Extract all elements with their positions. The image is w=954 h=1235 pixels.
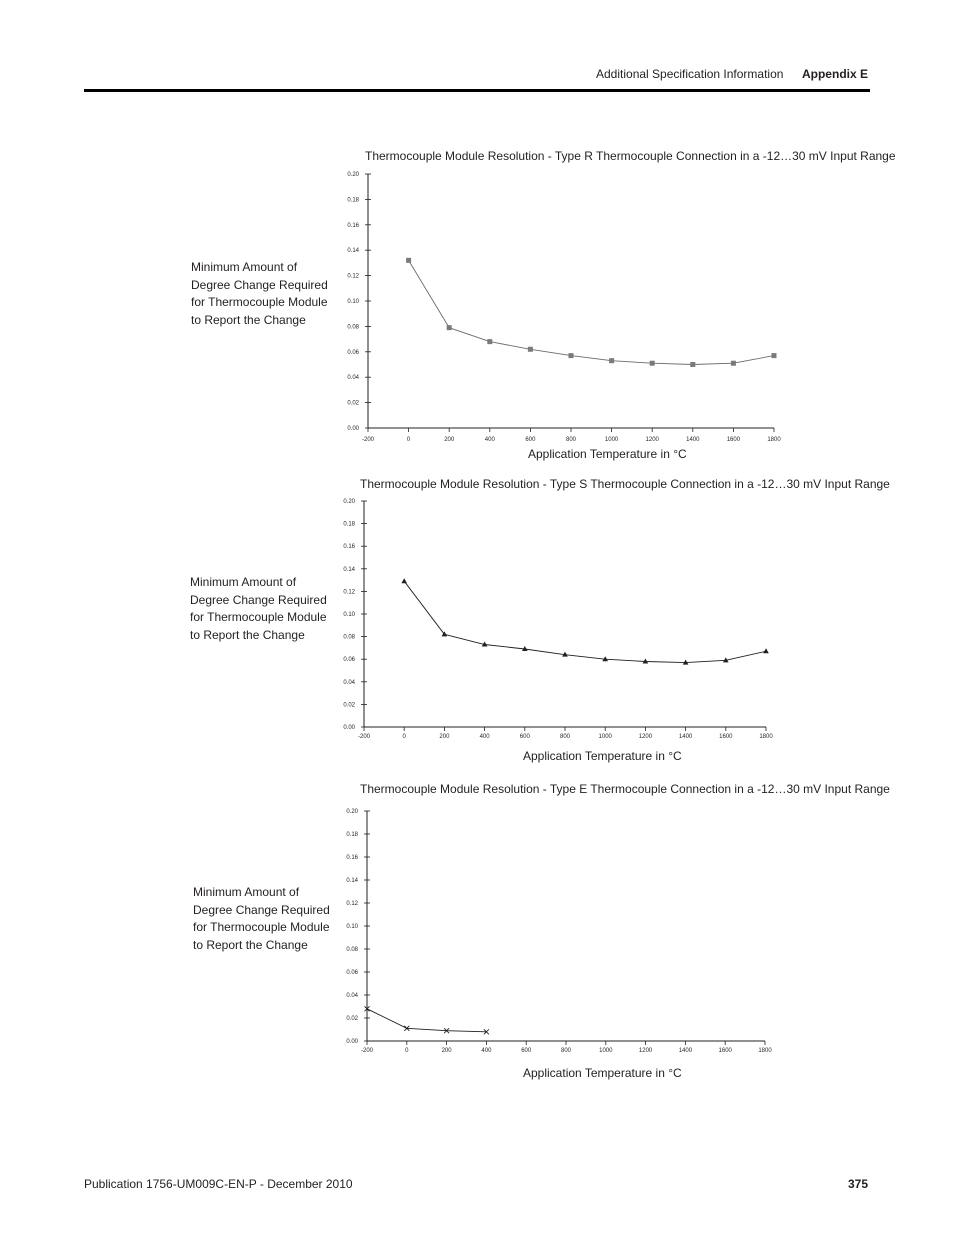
x-axis-title: Application Temperature in °C xyxy=(523,749,682,763)
x-tick-label: 400 xyxy=(481,1048,492,1054)
y-tick-label: 0.04 xyxy=(347,375,359,382)
x-tick-label: 1800 xyxy=(767,437,781,443)
y-tick-label: 0.10 xyxy=(347,299,359,305)
y-tick-label: 0.08 xyxy=(343,634,355,641)
chart-title: Thermocouple Module Resolution - Type S Thermocouple Connection in a -12…30 mV Input Range xyxy=(360,477,890,491)
x-tick-label: -200 xyxy=(357,734,371,740)
x-tick-label: 200 xyxy=(444,437,455,443)
x-tick-label: 0 xyxy=(406,437,411,443)
x-tick-label: 1600 xyxy=(718,1048,732,1054)
x-tick-label: 800 xyxy=(560,1048,572,1054)
x-tick-label: 1800 xyxy=(758,1048,772,1054)
y-tick-label: 0.08 xyxy=(347,324,359,331)
x-tick-label: 1400 xyxy=(678,734,693,740)
y-tick-label: 0.18 xyxy=(347,197,359,204)
y-tick-label: 0.00 xyxy=(343,725,355,731)
y-tick-label: 0.16 xyxy=(346,855,358,861)
y-tick-label: 0.14 xyxy=(346,878,358,884)
y-tick-label: 0.14 xyxy=(347,248,359,255)
side-label-line: Minimum Amount of xyxy=(193,885,300,899)
side-label-line: to Report the Change xyxy=(193,937,308,952)
side-label-line: Minimum Amount of xyxy=(191,260,298,274)
side-label-line: Degree Change Required xyxy=(190,592,327,607)
y-tick-label: 0.04 xyxy=(346,993,358,999)
x-tick-label: 1400 xyxy=(686,437,700,443)
x-tick-label: 1200 xyxy=(638,734,653,740)
y-tick-label: 0.00 xyxy=(346,1039,358,1045)
x-tick-label: 800 xyxy=(565,437,577,443)
x-tick-label: 600 xyxy=(519,734,530,740)
x-tick-label: 0 xyxy=(405,1048,409,1054)
x-tick-label: 1000 xyxy=(598,734,612,740)
y-tick-label: 0.16 xyxy=(347,222,359,229)
y-tick-label: 0.06 xyxy=(347,349,359,356)
y-tick-label: 0.12 xyxy=(347,273,359,280)
side-label-line: Minimum Amount of xyxy=(190,575,297,589)
y-tick-label: 0.16 xyxy=(343,544,355,551)
x-tick-label: 0 xyxy=(402,734,406,740)
x-tick-label: 800 xyxy=(559,734,571,740)
y-tick-label: 0.02 xyxy=(346,1016,358,1022)
y-tick-label: 0.18 xyxy=(346,832,358,838)
y-tick-label: 0.08 xyxy=(346,947,358,953)
y-tick-label: 0.06 xyxy=(346,970,358,976)
chart-title: Thermocouple Module Resolution - Type R Thermocouple Connection in a -12…30 mV Input Range xyxy=(365,149,896,163)
x-tick-label: 1600 xyxy=(726,437,741,443)
y-tick-label: 0.20 xyxy=(346,809,358,815)
y-tick-label: 0.14 xyxy=(343,566,355,573)
y-tick-label: 0.00 xyxy=(347,426,359,432)
y-tick-label: 0.20 xyxy=(347,172,359,178)
x-tick-label: -200 xyxy=(361,437,375,443)
chart-title: Thermocouple Module Resolution - Type E Thermocouple Connection in a -12…30 mV Input Range xyxy=(360,782,890,796)
side-label-line: for Thermocouple Module xyxy=(190,610,327,624)
x-tick-label: 600 xyxy=(521,1048,532,1054)
x-tick-label: 600 xyxy=(525,437,536,443)
y-tick-label: 0.12 xyxy=(343,589,355,596)
x-tick-label: 200 xyxy=(441,1048,452,1054)
x-axis-title: Application Temperature in °C xyxy=(523,1066,682,1080)
footer-page-number: 375 xyxy=(847,1177,868,1191)
series-line xyxy=(367,1009,486,1032)
x-tick-label: 1400 xyxy=(678,1048,693,1054)
x-tick-label: 1800 xyxy=(759,734,773,740)
side-label-line: for Thermocouple Module xyxy=(193,920,330,934)
x-tick-label: -200 xyxy=(360,1048,374,1054)
y-tick-label: 0.02 xyxy=(347,400,359,407)
side-label-line: Degree Change Required xyxy=(193,902,330,917)
header-appendix-label: Appendix E xyxy=(801,67,868,81)
y-tick-label: 0.12 xyxy=(346,901,358,907)
x-tick-label: 200 xyxy=(439,734,450,740)
y-tick-label: 0.18 xyxy=(343,521,355,528)
side-label-line: to Report the Change xyxy=(191,312,306,327)
y-tick-label: 0.10 xyxy=(343,612,355,618)
x-tick-label: 400 xyxy=(484,437,495,443)
y-tick-label: 0.20 xyxy=(343,499,355,505)
y-tick-label: 0.06 xyxy=(343,657,355,664)
x-tick-label: 1600 xyxy=(719,734,733,740)
x-tick-label: 1000 xyxy=(599,1048,613,1054)
x-tick-label: 1200 xyxy=(638,1048,653,1054)
side-label-line: to Report the Change xyxy=(190,627,305,642)
footer-publication: Publication 1756-UM009C-EN-P - December 2010 xyxy=(84,1177,353,1191)
x-tick-label: 1200 xyxy=(645,437,659,443)
x-axis-title: Application Temperature in °C xyxy=(528,447,687,461)
y-tick-label: 0.02 xyxy=(343,702,355,709)
y-tick-label: 0.10 xyxy=(346,924,358,930)
x-tick-label: 400 xyxy=(479,734,490,740)
side-label-line: for Thermocouple Module xyxy=(191,295,328,309)
y-tick-label: 0.04 xyxy=(343,679,355,686)
x-tick-label: 1000 xyxy=(604,437,619,443)
header-section-title: Additional Specification Information xyxy=(596,67,784,81)
side-label-line: Degree Change Required xyxy=(191,277,328,292)
